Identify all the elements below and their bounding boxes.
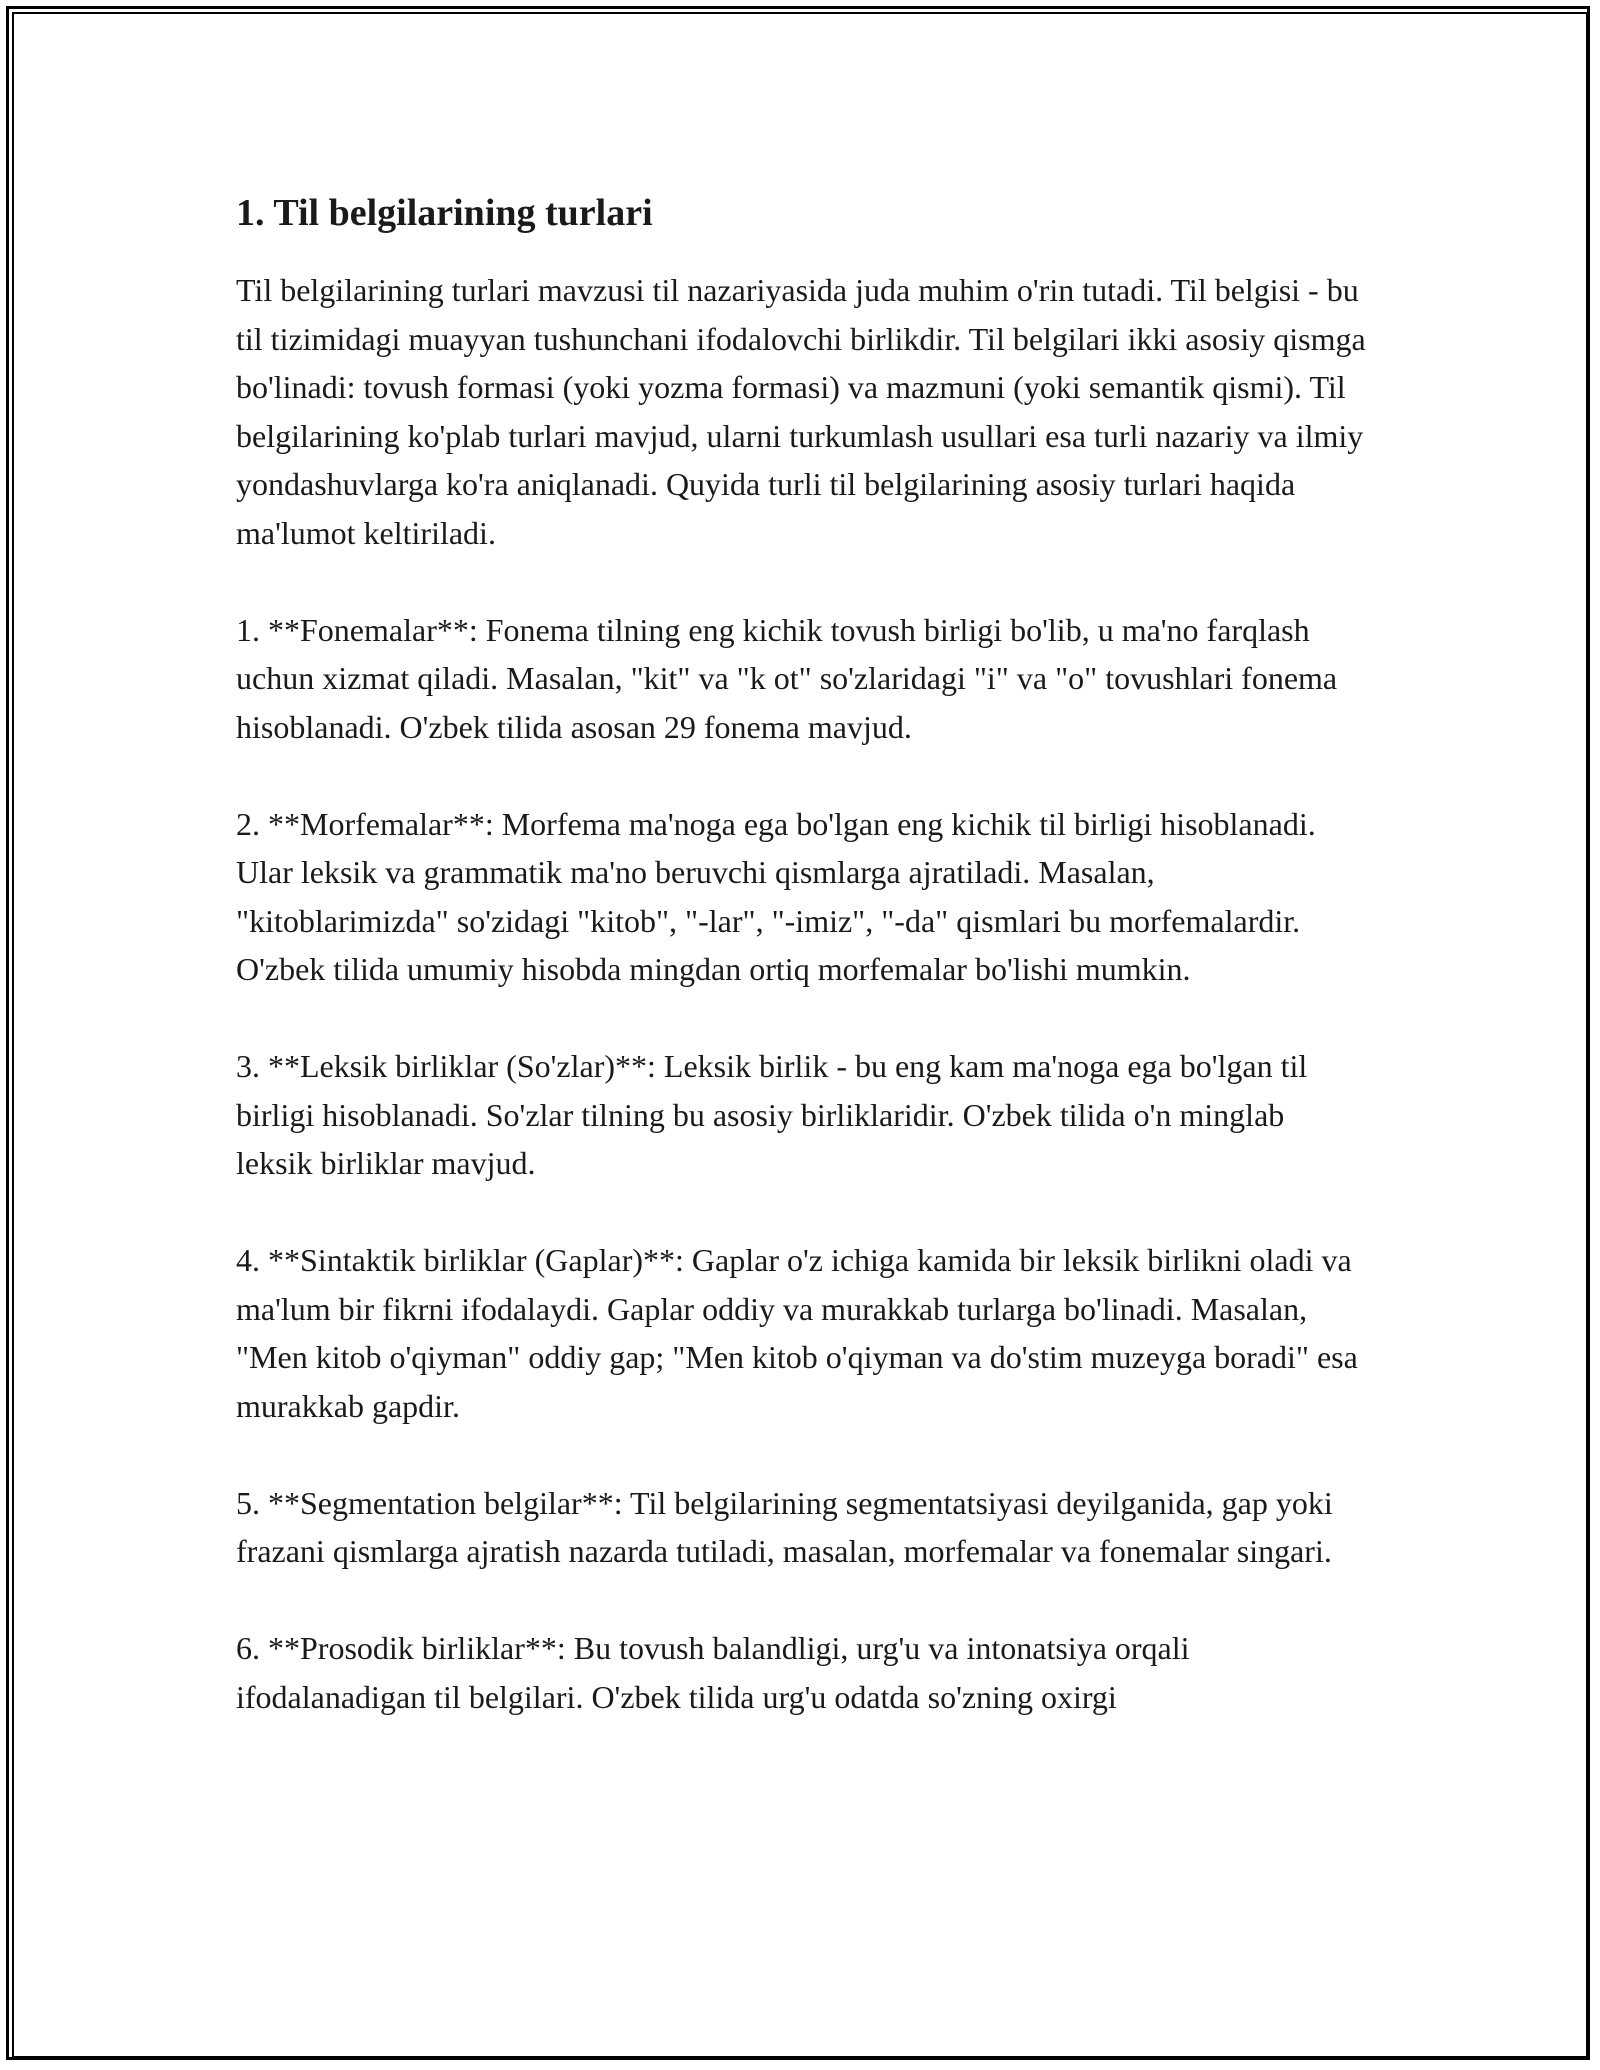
paragraph-fonemalar: 1. **Fonemalar**: Fonema tilning eng kichik tovush birligi bo'lib, u ma'no farqlash uchun xizmat qiladi. Masalan, "kit" va "k ot" so'zlaridagi "i" va "o" tovushlari fonema hisoblanadi. O'zbek tilida asosan 29 fonema mavjud. — [236, 611, 1338, 745]
page-title: 1. Til belgilarining turlari — [236, 192, 653, 234]
document-body — [236, 182, 1366, 1770]
paragraph-prosodik: 6. **Prosodik birliklar**: Bu tovush balandligi, urg'u va intonatsiya orqali ifodalanadigan til belgilari. O'zbek tilida urg'u odatda so'zning oxirgi — [236, 1630, 1190, 1715]
paragraph-morfemalar: 2. **Morfemalar**: Morfema ma'noga ega bo'lgan eng kichik til birligi hisoblanadi. Ular leksik va grammatik ma'no beruvchi qismlarga ajratiladi. Masalan, "kitoblarimizda" so'zidagi "kitob", "-lar", "-imiz", "-da" qismlari bu morfemalardir. O'zbek tilida umumiy hisobda mingdan ortiq morfemalar bo'lishi mumkin. — [236, 805, 1316, 987]
paragraph-intro: Til belgilarining turlari mavzusi til nazariyasida juda muhim o'rin tutadi. Til belgisi - bu til tizimidagi muayyan tushunchani ifodalovchi birlikdir. Til belgilari ikki asosiy qismga bo'linadi: tovush formasi (yoki yozma formasi) va mazmuni (yoki semantik qismi). Til belgilarining ko'plab turlari mavjud, ularni turkumlash usullari esa turli nazariy va ilmiy yondashuvlarga ko'ra aniqlanadi. Quyida turli til belgilarining asosiy turlari haqida ma'lumot keltiriladi. — [236, 272, 1366, 551]
paragraph-sintaktik-birliklar: 4. **Sintaktik birliklar (Gaplar)**: Gaplar o'z ichiga kamida bir leksik birlikni oladi va ma'lum bir fikrni ifodalaydi. Gaplar oddiy va murakkab turlarga bo'linadi. Masalan, "Men kitob o'qiyman" oddiy gap; "Men kitob o'qiyman va do'stim muzeyga boradi" esa murakkab gapdir. — [236, 1242, 1358, 1424]
paragraph-segmentation: 5. **Segmentation belgilar**: Til belgilarining segmentatsiyasi deyilganida, gap yoki frazani qismlarga ajratish nazarda tutiladi, masalan, morfemalar va fonemalar singari. — [236, 1484, 1333, 1569]
paragraph-leksik-birliklar: 3. **Leksik birliklar (So'zlar)**: Leksik birlik - bu eng kam ma'noga ega bo'lgan til birligi hisoblanadi. So'zlar tilning bu asosiy birliklaridir. O'zbek tilida o'n minglab leksik birliklar mavjud. — [236, 1048, 1308, 1181]
